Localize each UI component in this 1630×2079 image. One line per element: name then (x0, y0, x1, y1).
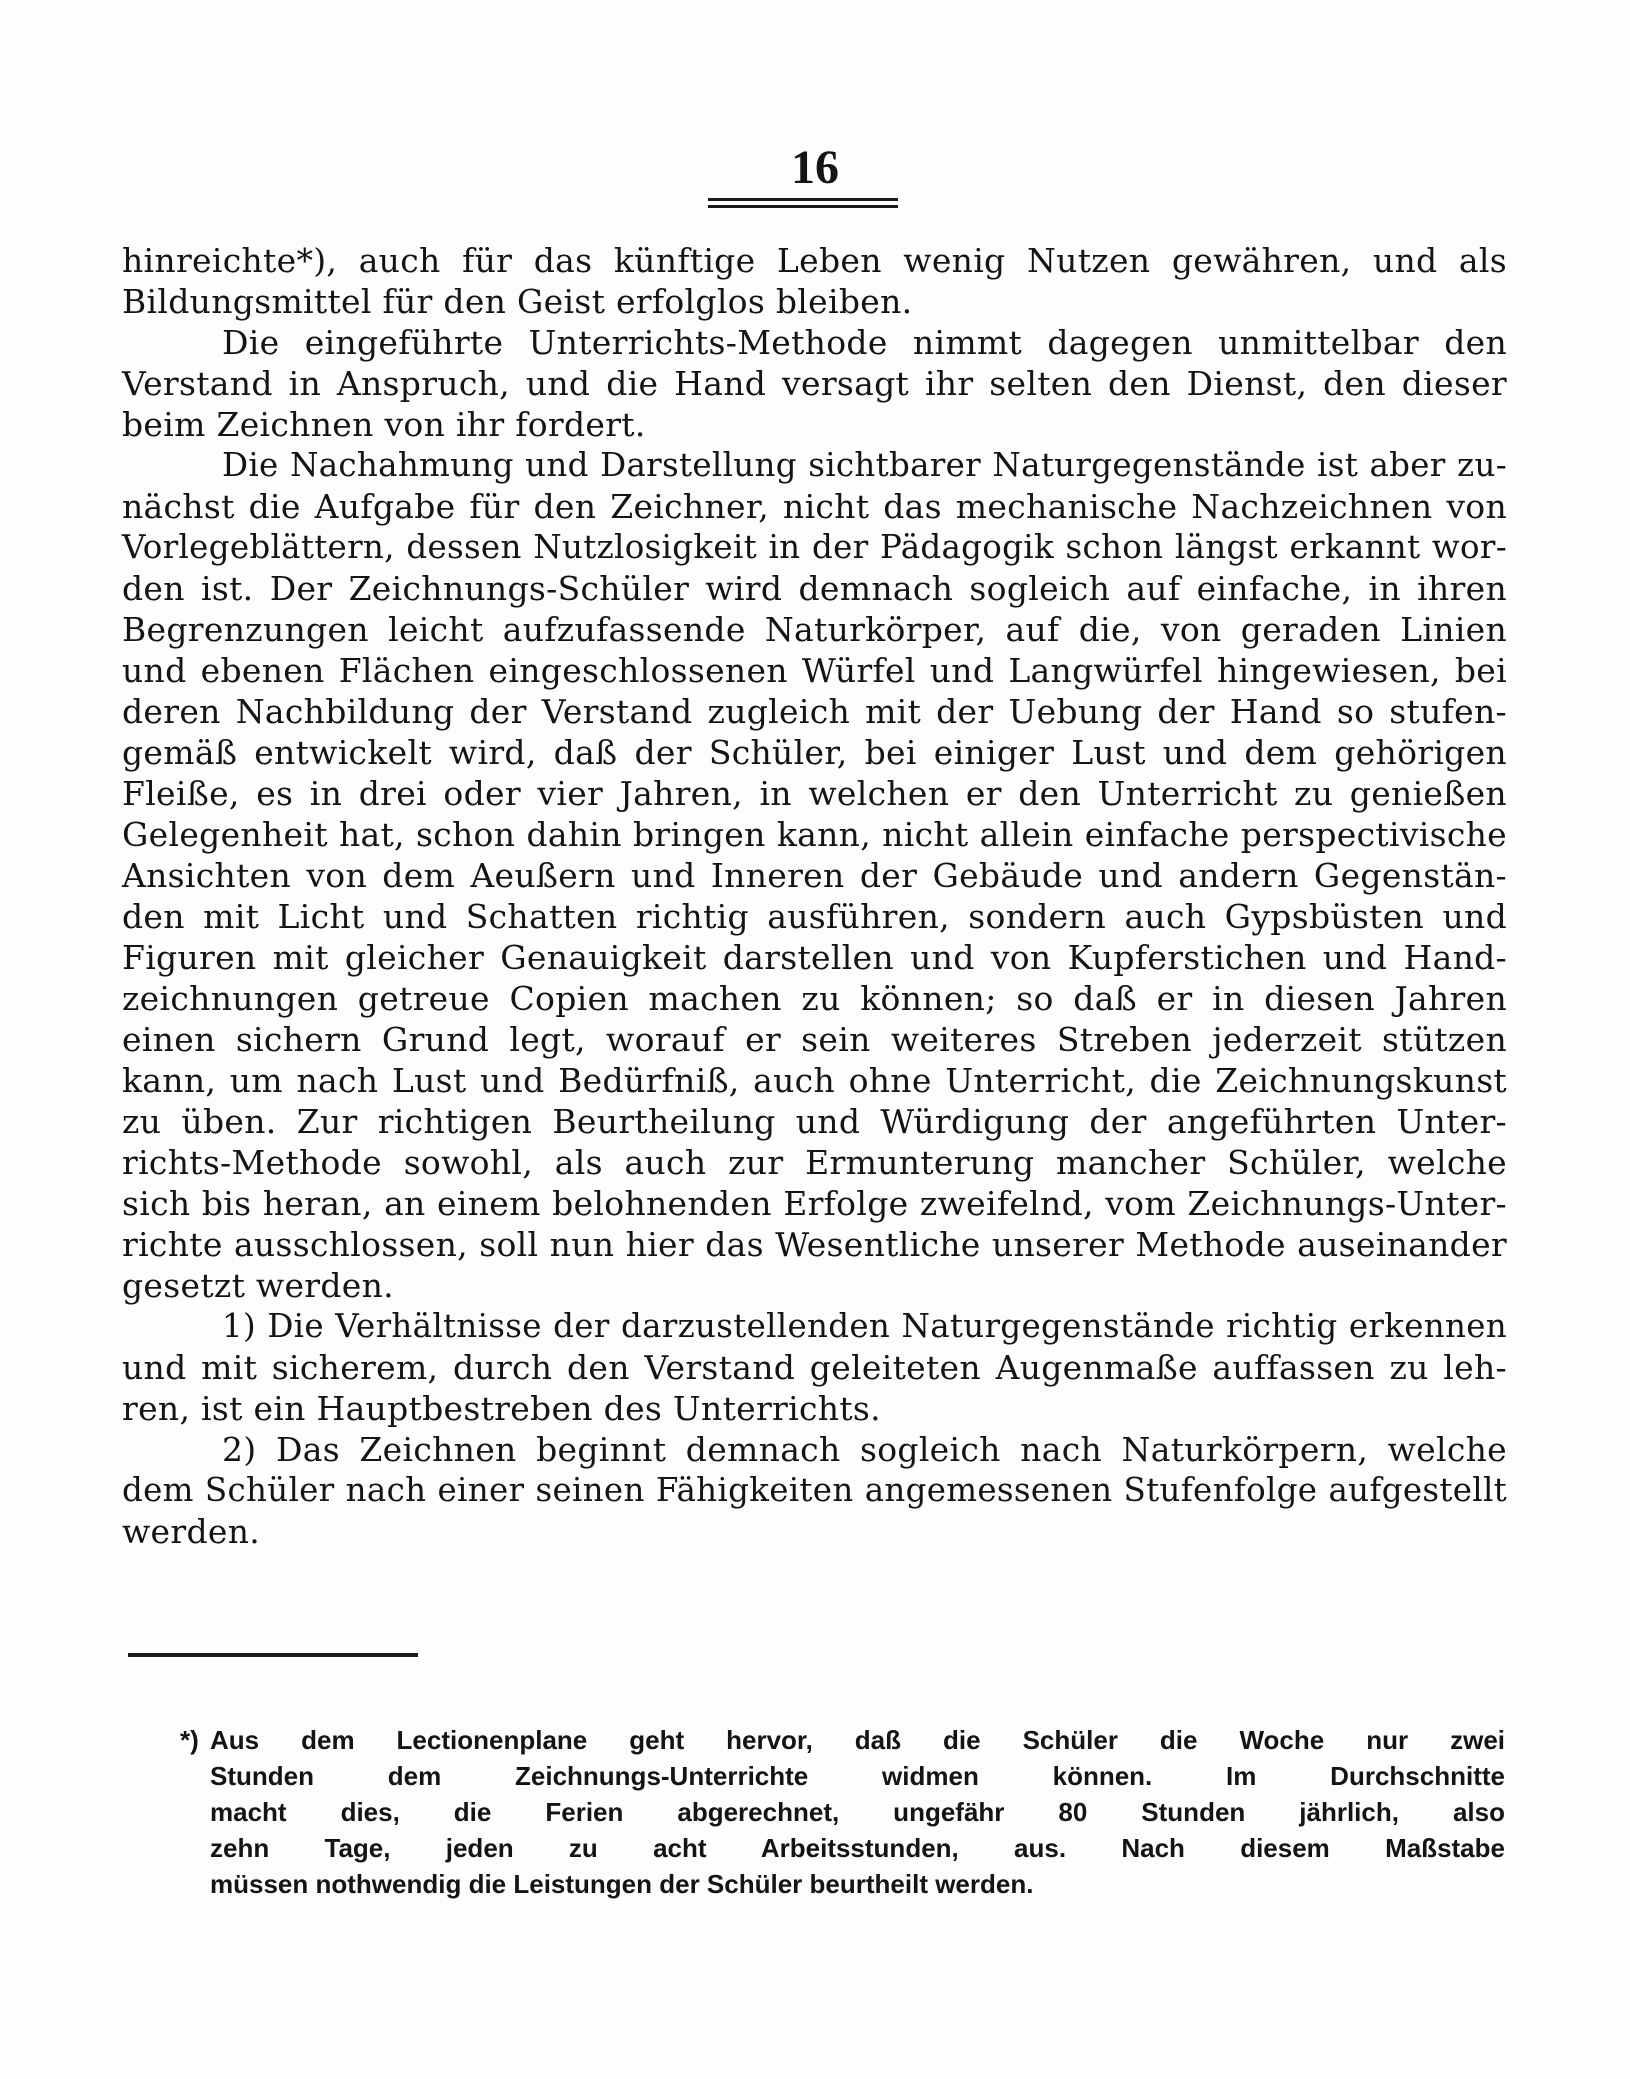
text-line: gemäß entwickelt wird, daß der Schüler, bei einiger Lust und dem gehörigen (122, 733, 1507, 772)
footnote-separator (128, 1653, 418, 1657)
text-line: dem Schüler nach einer seinen Fähigkeiten angemessenen Stufenfolge aufgestellt (122, 1471, 1507, 1509)
text-line: einen sichern Grund legt, worauf er sein weiteres Streben jederzeit stützen (122, 1020, 1507, 1059)
text-line: Die eingeführte Unterrichts-Methode nimmt dagegen unmittelbar den (222, 323, 1507, 362)
text-line: richts-Methode sowohl, als auch zur Ermunterung mancher Schüler, welche (122, 1143, 1507, 1182)
footnote (180, 1722, 1505, 1902)
text-line: den mit Licht und Schatten richtig ausführen, sondern auch Gypsbüsten und (122, 897, 1507, 936)
header-rule (708, 205, 898, 208)
footnote-line: Stunden dem Zeichnungs-Unterrichte widmen können. Im Durchschnitte (210, 1761, 1505, 1791)
text-line: und mit sicherem, durch den Verstand geleiteten Augenmaße auffassen zu leh- (122, 1348, 1507, 1387)
text-line: Fleiße, es in drei oder vier Jahren, in welchen er den Unterricht zu genießen (122, 774, 1507, 813)
text-line: werden. (122, 1512, 261, 1551)
body-text (122, 240, 1507, 1552)
text-line: zeichnungen getreue Copien machen zu können; so daß er in diesen Jahren (122, 979, 1507, 1018)
footnote-line: müssen nothwendig die Leistungen der Schüler beurtheilt werden. (210, 1869, 1034, 1899)
page-number: 16 (791, 141, 839, 194)
text-line: zu üben. Zur richtigen Beurtheilung und Würdigung der angeführten Unter- (122, 1102, 1507, 1141)
text-line: Verstand in Anspruch, und die Hand versagt ihr selten den Dienst, den dieser (122, 364, 1507, 403)
footnote-line: Aus dem Lectionenplane geht hervor, daß die Schüler die Woche nur zwei (210, 1725, 1505, 1755)
text-line: Gelegenheit hat, schon dahin bringen kann, nicht allein einfache perspectivische (122, 815, 1507, 854)
text-line: beim Zeichnen von ihr fordert. (122, 405, 646, 444)
text-line: Vorlegeblättern, dessen Nutzlosigkeit in der Pädagogik schon längst erkannt wor- (122, 528, 1507, 566)
footnote-marker: *) (180, 1725, 199, 1755)
footnote-line: macht dies, die Ferien abgerechnet, ungefähr 80 Stunden jährlich, also (210, 1797, 1505, 1827)
text-line: Ansichten von dem Aeußern und Inneren der Gebäude und andern Gegenstän- (122, 856, 1507, 895)
header-rule (708, 198, 898, 201)
footnote-line: zehn Tage, jeden zu acht Arbeitsstunden, aus. Nach diesem Maßstabe (210, 1833, 1505, 1863)
text-line: Begrenzungen leicht aufzufassende Naturkörper, auf die, von geraden Linien (122, 610, 1507, 649)
text-line: sich bis heran, an einem belohnenden Erfolge zweifelnd, vom Zeichnungs-Unter- (122, 1184, 1507, 1223)
text-line: gesetzt werden. (122, 1266, 394, 1305)
text-line: 2) Das Zeichnen beginnt demnach sogleich nach Naturkörpern, welche (222, 1430, 1507, 1469)
text-line: nächst die Aufgabe für den Zeichner, nicht das mechanische Nachzeichnen von (122, 487, 1507, 526)
text-line: den ist. Der Zeichnungs-Schüler wird demnach sogleich auf einfache, in ihren (122, 569, 1507, 608)
text-line: Figuren mit gleicher Genauigkeit darstellen und von Kupferstichen und Hand- (122, 938, 1507, 977)
text-line: richte ausschlossen, soll nun hier das Wesentliche unserer Methode auseinander (122, 1225, 1507, 1264)
text-line: und ebenen Flächen eingeschlossenen Würfel und Langwürfel hingewiesen, bei (122, 651, 1507, 690)
text-line: Die Nachahmung und Darstellung sichtbarer Naturgegenstände ist aber zu- (222, 446, 1507, 484)
text-line: hinreichte*), auch für das künftige Leben wenig Nutzen gewähren, und als (122, 241, 1507, 280)
text-line: Bildungsmittel für den Geist erfolglos bleiben. (122, 282, 913, 321)
text-line: 1) Die Verhältnisse der darzustellenden Naturgegenstände richtig erkennen (222, 1307, 1507, 1345)
text-line: kann, um nach Lust und Bedürfniß, auch ohne Unterricht, die Zeichnungskunst (122, 1061, 1507, 1100)
text-line: deren Nachbildung der Verstand zugleich mit der Uebung der Hand so stufen- (122, 692, 1507, 731)
text-line: ren, ist ein Hauptbestreben des Unterrichts. (122, 1389, 881, 1428)
